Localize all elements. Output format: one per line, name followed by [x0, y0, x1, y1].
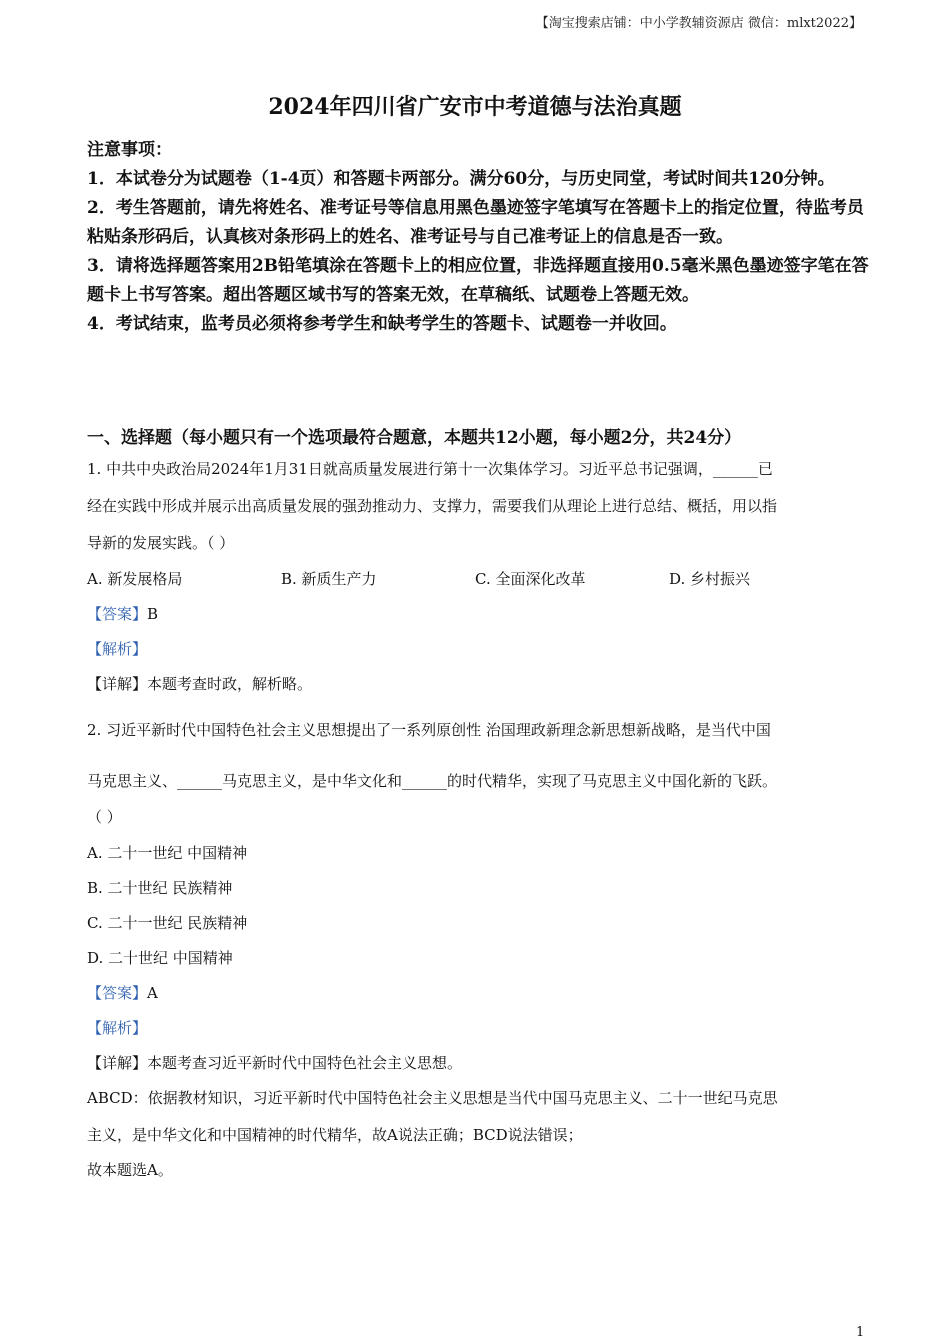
- q2-stem-line: （ ）: [87, 808, 122, 826]
- detail-label: 【详解】: [87, 1054, 148, 1072]
- q2-option-a: A. 二十一世纪 中国精神: [87, 844, 248, 862]
- q2-stem-line: 2. 习近平新时代中国特色社会主义思想提出了一系列原创性 治国理政新理念新思想新战略，是当代中国: [87, 721, 771, 739]
- q1-option-b: B. 新质生产力: [281, 570, 377, 588]
- q2-answer: [87, 982, 158, 1003]
- detail-text: 本题考查时政，解析略。: [147, 675, 313, 693]
- notes-block: [87, 136, 877, 339]
- q1-analysis-label: 【解析】: [87, 640, 148, 658]
- q1-stem-line: 1. 中共中央政治局2024年1月31日就高质量发展进行第十一次集体学习。习近平总书记强调，______已: [87, 460, 773, 478]
- notes-item: 4．考试结束，监考员必须将参考学生和缺考学生的答题卡、试题卷一并收回。: [87, 314, 677, 334]
- notes-heading: 注意事项：: [87, 140, 172, 160]
- answer-label: 【答案】: [87, 984, 148, 1002]
- q2-option-d: D. 二十世纪 中国精神: [87, 949, 233, 967]
- q1-detail: [87, 673, 312, 694]
- q2-explanation-line: 主义，是中华文化和中国精神的时代精华，故A说法正确；BCD说法错误；: [87, 1126, 583, 1144]
- section-title: 一、选择题（每小题只有一个选项最符合题意，本题共12小题，每小题2分，共24分）: [87, 428, 742, 448]
- q2-option-c: C. 二十一世纪 民族精神: [87, 914, 248, 932]
- notes-item: 1．本试卷分为试题卷（1-4页）和答题卡两部分。满分60分，与历史同堂，考试时间共120分钟。: [87, 169, 835, 189]
- answer-label: 【答案】: [87, 605, 148, 623]
- notes-item: 2．考生答题前，请先将姓名、准考证号等信息用黑色墨迹签字笔填写在答题卡上的指定位置，待监考员粘贴条形码后，认真核对条形码上的姓名、准考证号与自己准考证上的信息是否一致。: [87, 198, 864, 247]
- q2-explanation-line: ABCD：依据教材知识，习近平新时代中国特色社会主义思想是当代中国马克思主义、二十一世纪马克思: [87, 1089, 778, 1107]
- q1-option-d: D. 乡村振兴: [669, 570, 751, 588]
- notes-item: 3．请将选择题答案用2B铅笔填涂在答题卡上的相应位置，非选择题直接用0.5毫米黑色墨迹签字笔在答题卡上书写答案。超出答题区域书写的答案无效，在草稿纸、试题卷上答题无效。: [87, 256, 869, 305]
- page-number: 1: [856, 1325, 865, 1340]
- q2-detail: [87, 1052, 462, 1073]
- q1-stem-line: 经在实践中形成并展示出高质量发展的强劲推动力、支撑力，需要我们从理论上进行总结、概括，用以指: [87, 497, 778, 515]
- answer-value: B: [147, 605, 159, 623]
- q1-option-a: A. 新发展格局: [87, 570, 183, 588]
- q2-analysis-label: 【解析】: [87, 1019, 148, 1037]
- q1-option-c: C. 全面深化改革: [475, 570, 586, 588]
- answer-value: A: [147, 984, 158, 1002]
- q2-conclusion: 故本题选A。: [87, 1161, 173, 1179]
- page-title: 2024年四川省广安市中考道德与法治真题: [268, 94, 682, 120]
- detail-text: 本题考查习近平新时代中国特色社会主义思想。: [147, 1054, 463, 1072]
- q1-answer: [87, 603, 158, 624]
- q2-stem-line: 马克思主义、______马克思主义，是中华文化和______的时代精华，实现了马克思主义中国化新的飞跃。: [87, 772, 778, 790]
- q2-option-b: B. 二十世纪 民族精神: [87, 879, 233, 897]
- detail-label: 【详解】: [87, 675, 148, 693]
- q1-stem-line: 导新的发展实践。（ ）: [87, 534, 235, 552]
- header-source-note: 【淘宝搜索店铺：中小学教辅资源店 微信：mlxt2022】: [535, 16, 862, 31]
